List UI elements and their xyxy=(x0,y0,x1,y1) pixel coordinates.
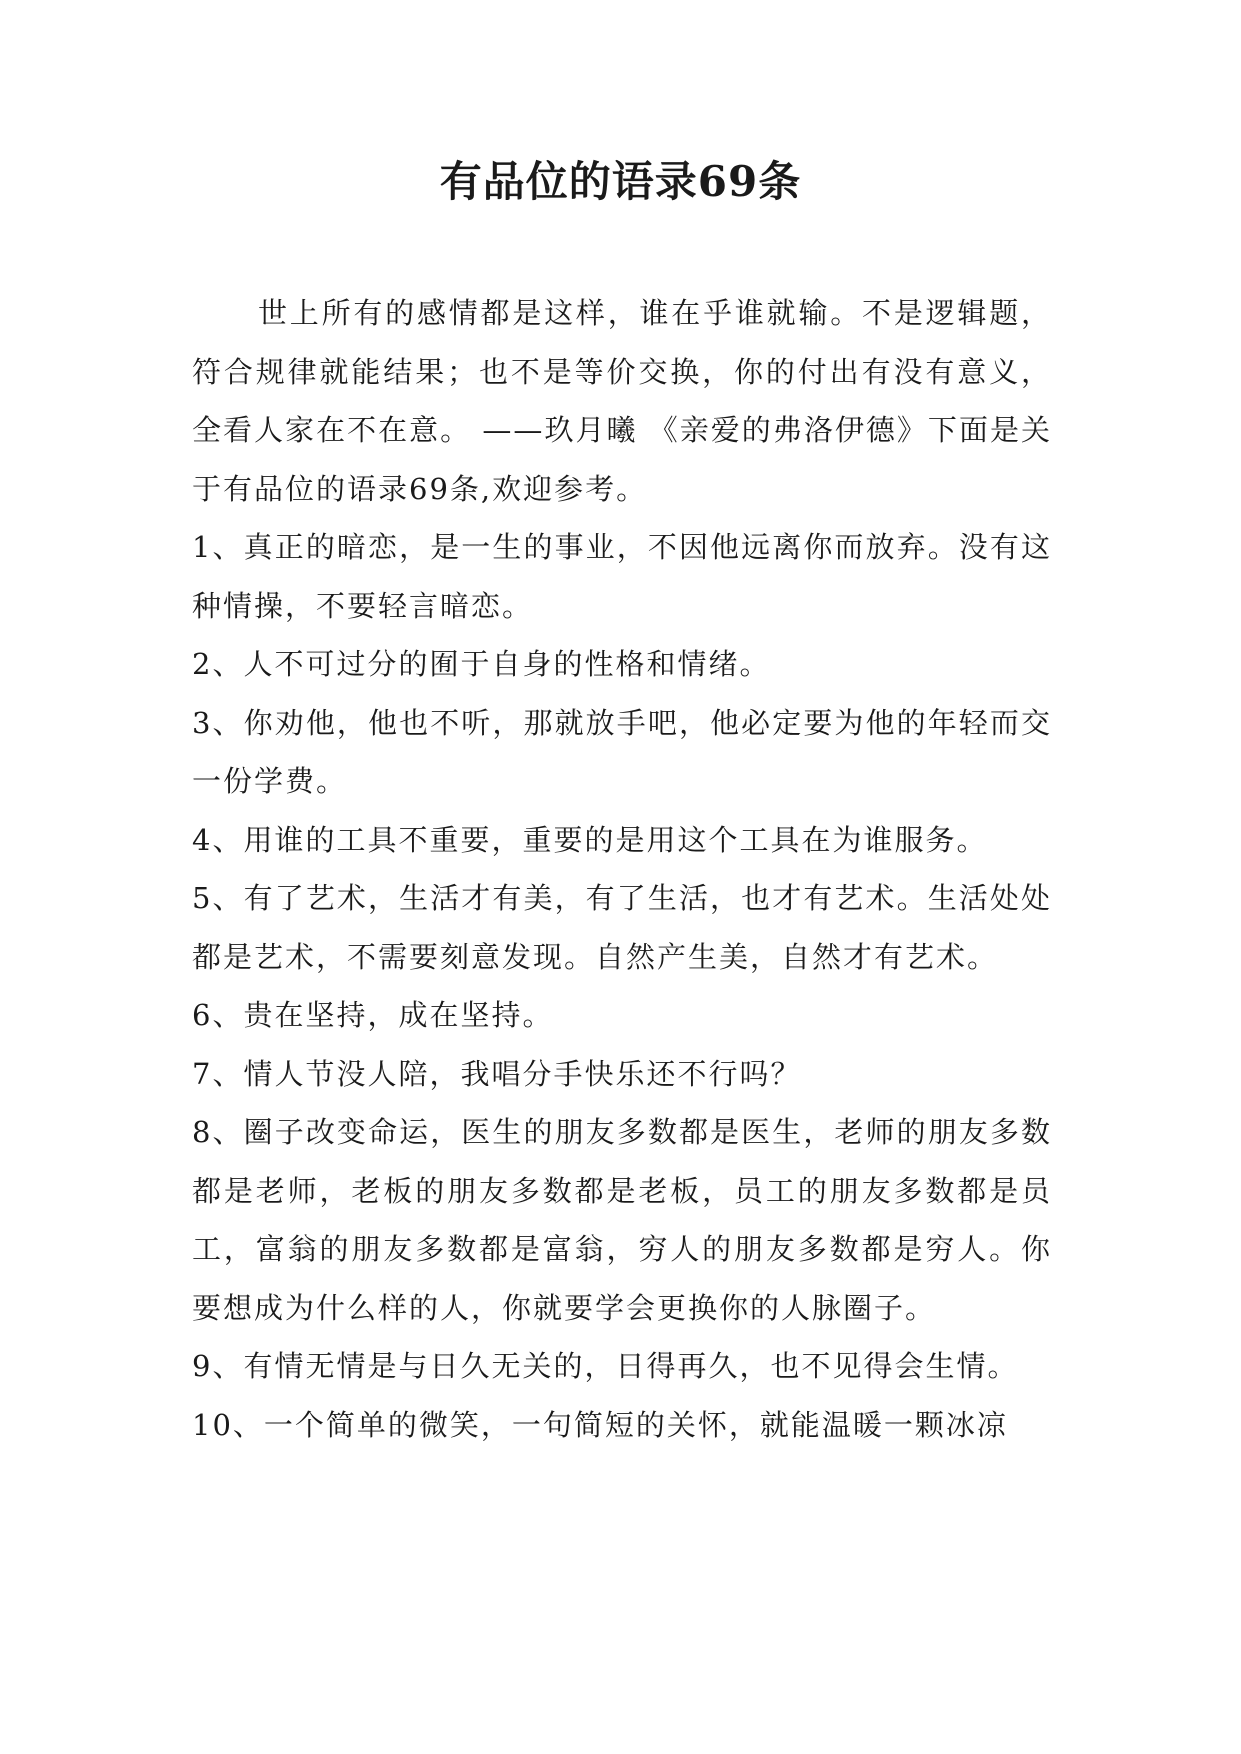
intro-paragraph: 世上所有的感情都是这样，谁在乎谁就输。不是逻辑题，符合规律就能结果；也不是等价交换，你的付出有没有意义，全看人家在不在意。 ——玖月曦 《亲爱的弗洛伊德》下面是关于有品位的语录69条,欢迎参考。 xyxy=(192,296,1052,506)
quote-item-6: 6、贵在坚持，成在坚持。 xyxy=(192,998,554,1032)
quote-item-4: 4、用谁的工具不重要，重要的是用这个工具在为谁服务。 xyxy=(192,822,988,857)
document-body xyxy=(192,284,1052,1454)
quote-item-1: 1、真正的暗恋，是一生的事业，不因他远离你而放弃。没有这种情操，不要轻言暗恋。 xyxy=(192,530,1052,623)
document-title: 有品位的语录69条 xyxy=(439,157,802,206)
quote-item-10: 10、一个简单的微笑，一句简短的关怀，就能温暖一颗冰凉 xyxy=(192,1407,1008,1442)
quote-item-7: 7、情人节没人陪，我唱分手快乐还不行吗？ xyxy=(192,1056,802,1091)
quote-item-5: 5、有了艺术，生活才有美，有了生活，也才有艺术。生活处处都是艺术，不需要刻意发现。自然产生美，自然才有艺术。 xyxy=(192,881,1052,974)
quote-item-8: 8、圈子改变命运，医生的朋友多数都是医生，老师的朋友多数都是老师，老板的朋友多数都是老板，员工的朋友多数都是员工，富翁的朋友多数都是富翁，穷人的朋友多数都是穷人。你要想成为什么样的人，你就要学会更换你的人脉圈子。 xyxy=(192,1115,1052,1325)
quote-item-2: 2、人不可过分的囿于自身的性格和情绪。 xyxy=(192,647,771,681)
quote-item-3: 3、你劝他，他也不听，那就放手吧，他必定要为他的年轻而交一份学费。 xyxy=(192,705,1052,798)
quote-item-9: 9、有情无情是与日久无关的，日得再久，也不见得会生情。 xyxy=(192,1349,1019,1383)
